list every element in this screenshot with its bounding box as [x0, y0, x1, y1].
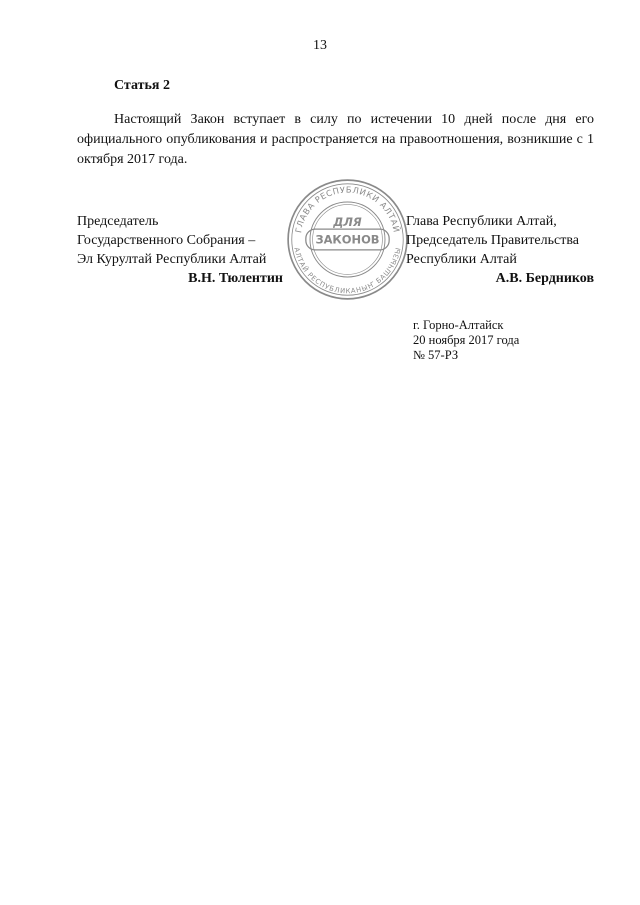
- signature-right-line-2: Председатель Правительства: [406, 233, 579, 248]
- seal-center-line-2: ЗАКОНОВ: [315, 232, 380, 247]
- seal-bottom-text: АЛТАЙ РЕСПУБЛИКАНЫҤ БАШЧЫЗЫ: [292, 246, 403, 296]
- page-number: 13: [313, 38, 327, 53]
- signatory-name-right: А.В. Бердников: [495, 271, 594, 286]
- signing-date: 20 ноября 2017 года: [413, 333, 520, 347]
- law-number: № 57-РЗ: [413, 348, 459, 362]
- signature-left-line-3: Эл Курултай Республики Алтай: [77, 252, 267, 267]
- signature-left-line-1: Председатель: [77, 214, 159, 229]
- svg-text:АЛТАЙ РЕСПУБЛИКАНЫҤ БАШЧЫЗЫ: [292, 247, 402, 295]
- article-title: Статья 2: [114, 78, 170, 93]
- signature-block-left: [77, 212, 283, 288]
- signatory-name-left: В.Н. Тюлентин: [188, 271, 283, 286]
- signing-city: г. Горно-Алтайск: [413, 318, 504, 332]
- signature-right-line-3: Республики Алтай: [406, 252, 517, 267]
- place-date-block: [413, 318, 519, 363]
- signature-right-line-1: Глава Республики Алтай,: [406, 214, 557, 229]
- signature-block-right: [406, 212, 594, 288]
- seal-icon: [285, 177, 410, 302]
- signature-left-line-2: Государственного Собрания –: [77, 233, 256, 248]
- seal-top-text: ГЛАВА РЕСПУБЛИКИ АЛТАЙ: [293, 184, 402, 234]
- seal-center-line-1: ДЛЯ: [333, 214, 362, 229]
- official-seal-stamp: [285, 177, 410, 302]
- article-text: Настоящий Закон вступает в силу по истечении 10 дней после дня его официального опубликования и распространяется на правоотношения, возникшие с 1 октября 2017 года.: [77, 112, 594, 167]
